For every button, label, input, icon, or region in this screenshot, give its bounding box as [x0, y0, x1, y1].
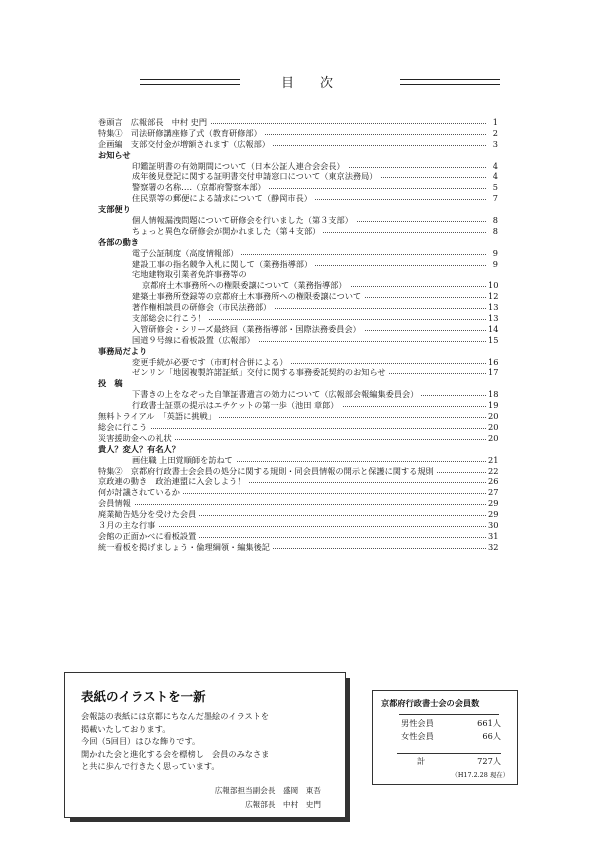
- toc-entry-title: 入管研修会・シリーズ最終回（業務指導部・国際法務委員会）: [132, 324, 364, 335]
- toc-page-number: 20: [488, 421, 499, 432]
- toc-entry: [98, 139, 498, 150]
- total-member-row: [401, 756, 501, 767]
- toc-page-number: 3: [488, 139, 498, 150]
- toc-entry-title: 住民票等の郵便による請求について（静岡市長）: [132, 193, 315, 204]
- toc-page-number: 29: [488, 509, 499, 520]
- toc-entry: [98, 509, 498, 520]
- notice-line: 開かれた会と進化する会を標榜し 会員のみなさま: [81, 748, 270, 759]
- toc-page-number: 19: [488, 400, 499, 411]
- notice-shadow-right: [346, 678, 350, 818]
- toc-entry-title: ちょっと異色な研修会が開かれました（第４支部）: [132, 226, 323, 237]
- toc-entry-title: 建築士事務所登録等の京都府土木事務所への権限委譲について: [132, 291, 364, 302]
- notice-line: 今回（5回目）はひな飾りです。: [81, 736, 201, 746]
- toc-entry: [98, 466, 498, 477]
- toc-entry-title: 災害援助金への礼状: [98, 433, 175, 444]
- toc-page-number: 13: [488, 313, 499, 324]
- toc-entry-title: 統一看板を掲げましょう・倫理綱領・編集後記: [98, 542, 273, 553]
- toc-page-number: 9: [488, 248, 498, 259]
- toc-entry-title: 特集② 京都府行政書士会会員の処分に関する規則・同会員情報の開示と保護に関する規則: [98, 466, 437, 477]
- toc-entry: [98, 204, 498, 215]
- toc-entry-title: 何が討議されているか: [98, 487, 183, 498]
- toc-page-number: 22: [488, 465, 499, 476]
- female-member-label: 女性会員: [401, 731, 434, 741]
- toc-entry: [98, 193, 498, 204]
- toc-entry-title: 各部の動き: [98, 237, 142, 248]
- toc-page-number: 29: [488, 498, 499, 509]
- toc-entry-title: 建設工事の指名競争入札に関して（業務指導部）: [132, 259, 315, 270]
- toc-entry: [98, 237, 498, 248]
- toc-entry-title: 京都府土木事務所への権限委譲について（業務指導部）: [142, 280, 350, 291]
- toc-entry: [98, 248, 498, 259]
- toc-page-number: 14: [488, 323, 499, 334]
- toc-entry: [98, 302, 498, 313]
- toc-entry: [98, 117, 498, 128]
- toc-leader-dots: [118, 526, 486, 527]
- toc-entry-title: 個人情報漏洩問題について研修会を行いました（第３支部）: [132, 215, 356, 226]
- toc-entry: [98, 444, 498, 455]
- toc-entry-title: 支部総会に行こう！: [132, 313, 209, 324]
- toc-entry: [98, 259, 498, 270]
- member-count-divider: [399, 714, 499, 715]
- toc-entry: [98, 150, 498, 161]
- toc-entry: [98, 367, 498, 378]
- toc-entry: [98, 171, 498, 182]
- cover-illustration-notice: [64, 672, 350, 822]
- toc-entry: [98, 400, 498, 411]
- member-count-box: [372, 690, 518, 785]
- toc-entry: [98, 161, 498, 172]
- toc-entry: [98, 346, 498, 357]
- notice-frame: [64, 672, 346, 818]
- toc-entry: [98, 433, 498, 444]
- toc-page-number: 18: [488, 389, 499, 400]
- female-member-value: 66人: [482, 731, 501, 741]
- notice-body: [81, 710, 269, 773]
- toc-entry-title: 廃業勧告処分を受けた会員: [98, 509, 199, 520]
- toc-entry: [98, 531, 498, 542]
- toc-page-number: 26: [488, 476, 499, 487]
- toc-page-number: 21: [488, 454, 499, 465]
- member-count-date: （H17.2.28 現在）: [451, 771, 509, 779]
- toc-entry-title: 企画編 支部交付金が増額されます（広報部）: [98, 139, 273, 150]
- toc-page-number: 17: [488, 367, 499, 378]
- toc-entry: [98, 128, 498, 139]
- toc-page-number: 9: [488, 259, 498, 270]
- toc-entry: [98, 498, 498, 509]
- header-rule-right: [400, 79, 500, 85]
- toc-page-number: 27: [488, 487, 499, 498]
- toc-entry: [98, 389, 498, 400]
- toc-entry: [98, 422, 498, 433]
- toc-page-number: 12: [488, 291, 499, 302]
- toc-leader-dots: [118, 504, 486, 505]
- toc-leader-dots: [118, 428, 486, 429]
- toc-entry: [98, 313, 498, 324]
- toc-entry-title: 変更手続が必要です（市町村合併による）: [132, 357, 291, 368]
- toc-entry: [98, 215, 498, 226]
- toc-entry-title: 会員情報: [98, 498, 134, 509]
- toc-entry-title: 総会に行こう: [98, 422, 150, 433]
- table-of-contents: [98, 117, 498, 553]
- toc-page-number: 1: [488, 117, 498, 128]
- toc-entry: [98, 357, 498, 368]
- toc-entry-title: 無料トライアル 「英語に挑戦」: [98, 411, 219, 422]
- toc-entry: [98, 520, 498, 531]
- toc-page-number: 20: [488, 411, 499, 422]
- toc-page-number: 32: [488, 541, 499, 552]
- toc-entry-title: 行政書士証票の提示はエチケットの第一歩（池田 章郎）: [132, 400, 342, 411]
- toc-entry: [98, 335, 498, 346]
- toc-entry-title: 著作権相談員の研修会（市民法務部）: [132, 302, 274, 313]
- toc-entry: [98, 487, 498, 498]
- notice-line: と共に歩んで行きたく思っています。: [81, 761, 220, 771]
- toc-page-number: 8: [488, 215, 498, 226]
- toc-page-number: 20: [488, 432, 499, 443]
- toc-entry-title: 事務局だより: [98, 346, 150, 357]
- toc-page-number: 16: [488, 356, 499, 367]
- toc-page-number: 7: [488, 193, 498, 204]
- toc-entry-title: 京政連の動き 政治連盟に入会しよう！: [98, 476, 248, 487]
- notice-title: 表紙のイラストを一新: [81, 689, 206, 704]
- male-member-label: 男性会員: [401, 718, 434, 728]
- toc-entry: [98, 269, 498, 280]
- page-title: 目次: [280, 76, 359, 91]
- notice-signature-vice-president: 広報部担当副会長 盛岡 東吾: [214, 786, 321, 795]
- toc-entry-title: お知らせ: [98, 150, 134, 161]
- toc-page-number: 5: [488, 182, 498, 193]
- notice-signature-director: 広報部長 中村 史門: [245, 800, 321, 809]
- toc-entry-title: ゼンリン「地図複製許諾証紙」交付に関する事務委託契約のお知らせ: [132, 367, 389, 378]
- member-total-rule: [397, 753, 501, 754]
- toc-entry: [98, 291, 498, 302]
- toc-entry: [98, 411, 498, 422]
- toc-entry: [98, 280, 498, 291]
- toc-entry-title: 警察署の名称‥‥（京都府警察本部）: [132, 182, 269, 193]
- toc-entry-title: 会館の正面かべに看板設置: [98, 531, 199, 542]
- toc-entry-title: 宅地建物取引業者免許事務等の: [132, 269, 250, 280]
- toc-entry-title: 画住職 上田覚順師を訪ねて: [132, 455, 236, 466]
- female-member-row: [401, 731, 501, 742]
- toc-entry-title: 貴人？変人？有名人？: [98, 444, 183, 455]
- toc-page-number: 13: [488, 302, 499, 313]
- toc-page-number: 4: [488, 161, 498, 172]
- toc-page-number: 10: [488, 280, 499, 291]
- toc-entry-title: 国道９号線に看板設置（広報部）: [132, 335, 258, 346]
- toc-page-number: 4: [488, 171, 498, 182]
- toc-entry: [98, 542, 498, 553]
- toc-entry: [98, 476, 498, 487]
- male-member-value: 661人: [477, 718, 501, 728]
- total-member-value: 727人: [477, 756, 501, 766]
- toc-entry-title: 印鑑証明書の有効期間について（日本公証人連合会会長）: [132, 161, 348, 172]
- toc-page-number: 30: [488, 519, 499, 530]
- toc-entry-title: 電子公証制度（高度情報部）: [132, 248, 241, 259]
- toc-entry-title: 成年後見登記に関する証明書交付申請窓口について（東京法務局）: [132, 171, 380, 182]
- toc-entry-title: 特集① 司法研修講座修了式（教育研修部）: [98, 128, 265, 139]
- toc-page-number: 31: [488, 530, 499, 541]
- toc-entry: [98, 226, 498, 237]
- toc-entry: [98, 324, 498, 335]
- toc-entry: [98, 455, 498, 466]
- toc-entry-title: 下書きの上をなぞった自筆証書遺言の効力について（広報部会報編集委員会）: [132, 389, 421, 400]
- toc-entry-title: ３月の主な行事: [98, 520, 158, 531]
- toc-page-number: 15: [488, 334, 499, 345]
- notice-shadow-bottom: [70, 818, 350, 822]
- notice-line: 掲載いたしております。: [81, 723, 171, 734]
- toc-entry: [98, 182, 498, 193]
- toc-page-number: 8: [488, 226, 498, 237]
- total-member-label: 計: [417, 756, 426, 766]
- toc-entry-title: 投 稿: [98, 378, 126, 389]
- male-member-row: [401, 718, 501, 729]
- toc-entry-title: 支部便り: [98, 204, 134, 215]
- notice-line: 会報誌の表紙には京都にちなんだ墨絵のイラストを: [81, 711, 270, 721]
- toc-page-number: 2: [488, 128, 498, 139]
- toc-entry: [98, 378, 498, 389]
- contents-header: [140, 70, 500, 92]
- member-count-title: 京都府行政書士会の会員数: [381, 698, 480, 708]
- toc-entry-title: 巻頭言 広報部長 中村 史門: [98, 117, 210, 128]
